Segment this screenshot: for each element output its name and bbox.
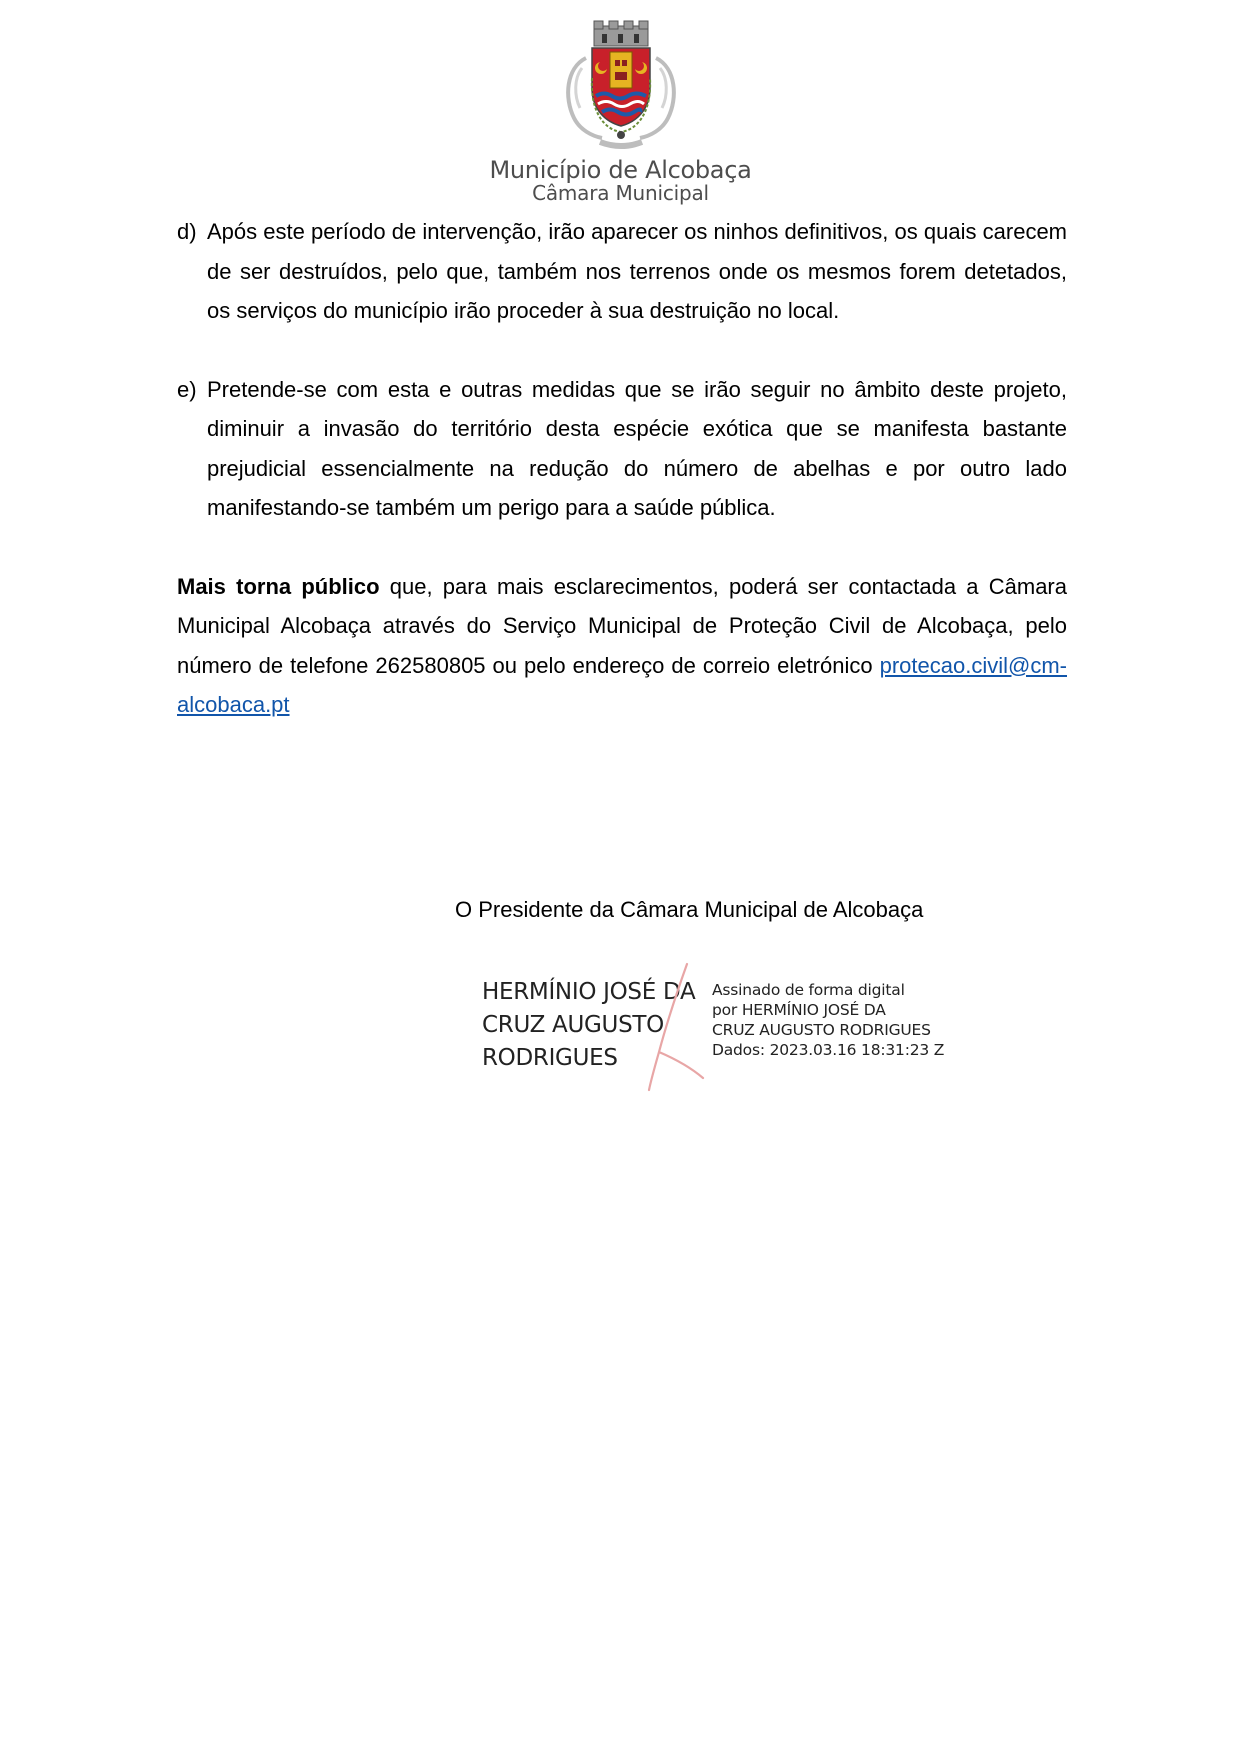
email-link[interactable]: protecao.civil@cm-alcobaca.pt	[177, 652, 1067, 717]
letterhead	[0, 18, 1241, 204]
council-name: Câmara Municipal	[532, 181, 709, 205]
list-item-e	[177, 370, 1067, 528]
signer-name-line: HERMÍNIO JOSÉ DA	[482, 979, 696, 1005]
coat-of-arms-icon	[556, 18, 686, 152]
municipality-name: Município de Alcobaça	[489, 156, 752, 184]
list-item-text: Após este período de intervenção, irão aparecer os ninhos definitivos, os quais carecem de ser destruídos, pelo que, também nos terrenos onde os mesmos forem detetados, os serviços do município irão proceder à sua destruição no local.	[207, 219, 1067, 323]
notice-text: que, para mais esclarecimentos, poderá ser contactada a Câmara Municipal Alcobaça através do Serviço Municipal de Proteção Civil de Alcobaça, pelo número de telefone 262580805 ou pelo endereço de correio eletrónico	[177, 573, 1067, 678]
public-notice-paragraph	[177, 567, 1067, 725]
signature-detail-line: por HERMÍNIO JOSÉ DA	[712, 1001, 886, 1019]
document-body	[177, 212, 1067, 725]
signature-detail-line: Assinado de forma digital	[712, 981, 905, 999]
signer-name-line: CRUZ AUGUSTO	[482, 1012, 664, 1038]
digital-signature	[482, 962, 945, 1092]
signatory-title: O Presidente da Câmara Municipal de Alcobaça	[455, 897, 924, 922]
list-marker: e)	[177, 376, 197, 402]
signature-details	[712, 980, 944, 1060]
signer-name-line: RODRIGUES	[482, 1045, 618, 1071]
list-marker: d)	[177, 219, 197, 244]
signature-detail-line: CRUZ AUGUSTO RODRIGUES	[712, 1021, 931, 1039]
signature-date: Dados: 2023.03.16 18:31:23 Z	[712, 1041, 945, 1059]
signature-stroke-icon	[637, 962, 707, 1092]
list-item-d	[177, 212, 1067, 331]
list-item-text: Pretende-se com esta e outras medidas que se irão seguir no âmbito deste projeto, diminuir a invasão do território desta espécie exótica que se manifesta bastante prejudicial essencialmente na redução do número de abelhas e por outro lado manifestando-se também um perigo para a saúde pública.	[207, 376, 1067, 520]
notice-lead: Mais torna público	[177, 573, 380, 599]
